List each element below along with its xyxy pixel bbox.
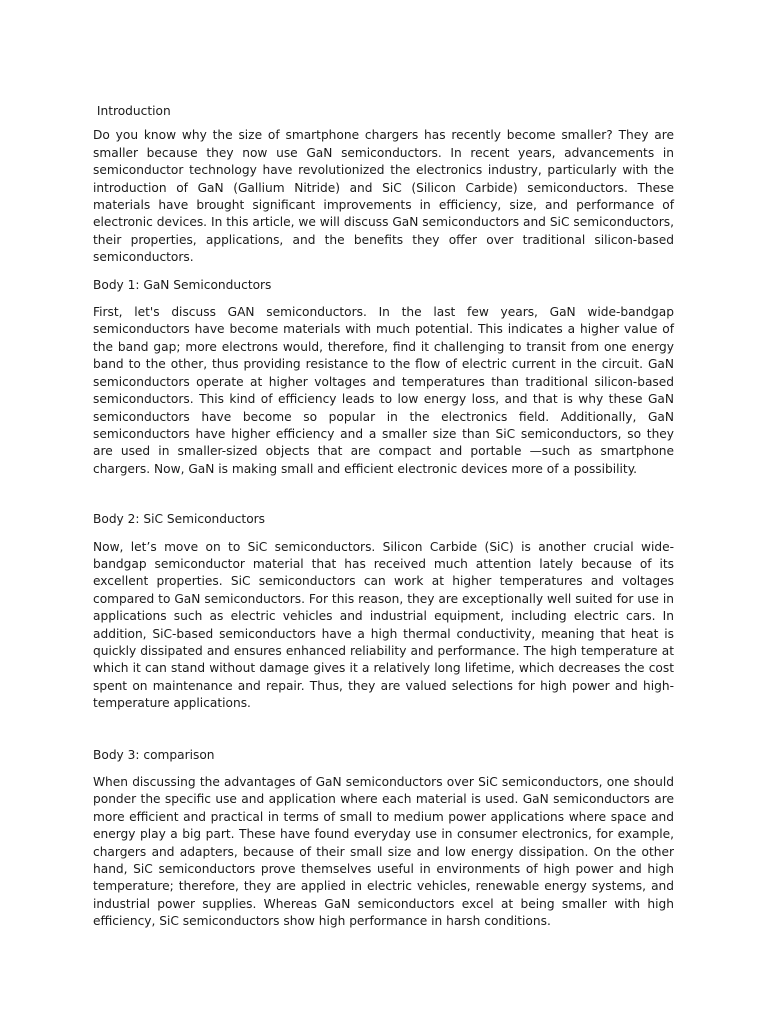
section-heading-body-3: Body 3: comparison [93, 747, 215, 762]
section-heading-body-1: Body 1: GaN Semiconductors [93, 277, 272, 292]
section-heading-introduction: Introduction [93, 104, 171, 118]
document-page [93, 100, 674, 931]
section-paragraph-body-3: When discussing the advantages of GaN semiconductors over SiC semiconductors, one should ponder the specific use and application where each material is used. GaN semiconductors are more efficient and practical in terms of small to medium power applications where space and energy play a big part. These have found everyday use in consumer electronics, for example, chargers and adapters, because of their small size and low energy dissipation. On the other hand, SiC semiconductors prove themselves useful in environments of high power and high temperature; therefore, they are applied in electric vehicles, renewable energy systems, and industrial power supplies. Whereas GaN semiconductors excel at being smaller with high efficiency, SiC semiconductors show high performance in harsh conditions. [93, 775, 674, 929]
section-heading-body-2: Body 2: SiC Semiconductors [93, 512, 266, 527]
section-paragraph-introduction: Do you know why the size of smartphone chargers has recently become smaller? They are smaller because they now use GaN semiconductors. In recent years, advancements in semiconductor technology have revolutionized the electronics industry, particularly with the introduction of GaN (Gallium Nitride) and SiC (Silicon Carbide) semiconductors. These materials have brought significant improvements in efficiency, size, and performance of electronic devices. In this article, we will discuss GaN semiconductors and SiC semiconductors, their properties, applications, and the benefits they offer over traditional silicon-based semiconductors. [93, 128, 674, 265]
section-paragraph-body-1: First, let's discuss GAN semiconductors. In the last few years, GaN wide-bandgap semiconductors have become materials with much potential. This indicates a higher value of the band gap; more electrons would, therefore, find it challenging to transit from one energy band to the other, thus providing resistance to the flow of electric current in the circuit. GaN semiconductors operate at higher voltages and temperatures than traditional silicon-based semiconductors. This kind of efficiency leads to low energy loss, and that is why these GaN semiconductors have become so popular in the electronics field. Additionally, GaN semiconductors have higher efficiency and a smaller size than SiC semiconductors, so they are used in smaller-sized objects that are compact and portable —such as smartphone chargers. Now, GaN is making small and efficient electronic devices more of a possibility. [93, 305, 674, 476]
section-paragraph-body-2: Now, let’s move on to SiC semiconductors. Silicon Carbide (SiC) is another crucial wide-bandgap semiconductor material that has received much attention lately because of its excellent properties. SiC semiconductors can work at higher temperatures and voltages compared to GaN semiconductors. For this reason, they are exceptionally well suited for use in applications such as electric vehicles and industrial equipment, including electric cars. In addition, SiC-based semiconductors have a high thermal conductivity, meaning that heat is quickly dissipated and ensures enhanced reliability and performance. The high temperature at which it can stand without damage gives it a relatively long lifetime, which decreases the cost spent on maintenance and repair. Thus, they are valued selections for high power and high-temperature applications. [93, 539, 674, 711]
